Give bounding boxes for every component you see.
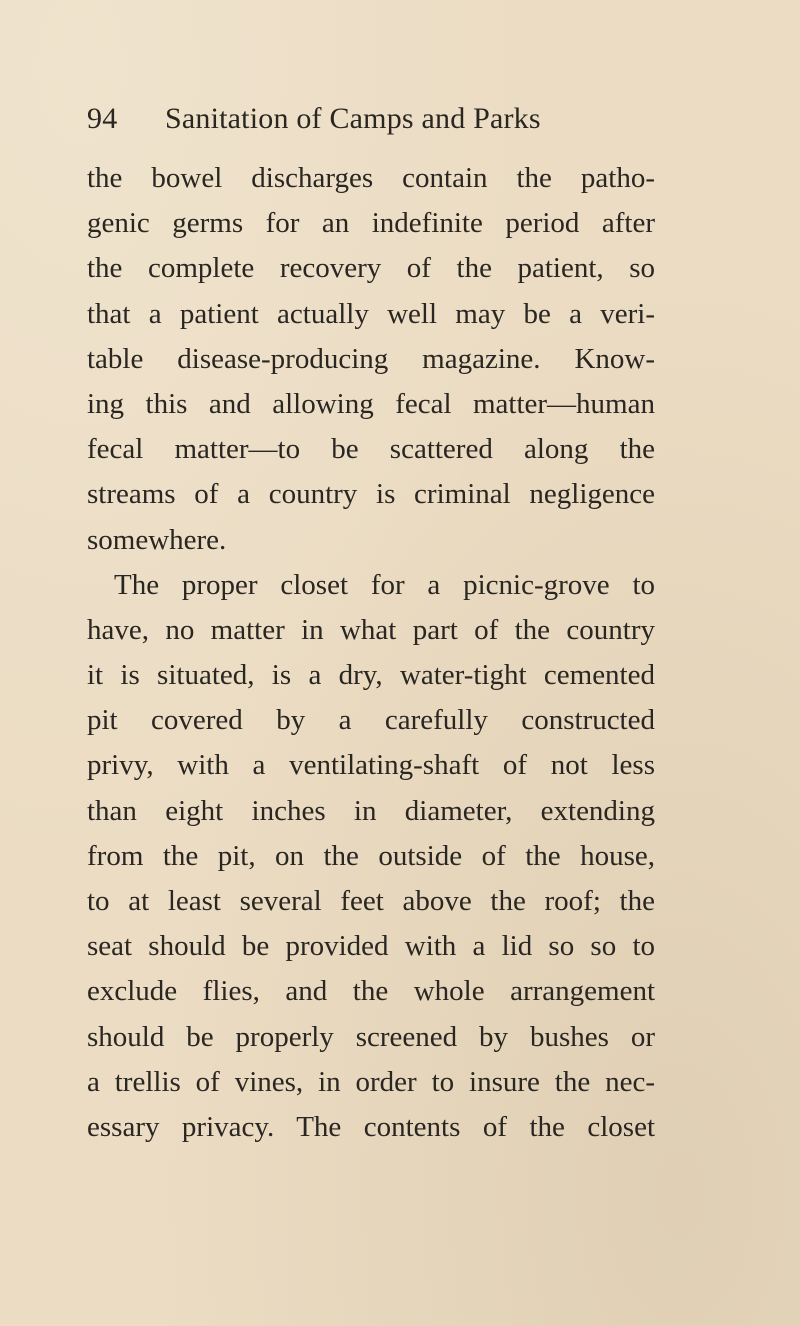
text-line: essary privacy. The contents of the closet [87, 1110, 655, 1143]
text-line: genic germs for an indefinite period after [87, 207, 655, 240]
text-line: seat should be provided with a lid so so to [87, 930, 655, 963]
running-title: Sanitation of Camps and Parks [165, 102, 541, 135]
text-line: privy, with a ventilating-shaft of not less [87, 749, 655, 782]
page-number: 94 [87, 102, 118, 135]
text-line: that a patient actually well may be a veri- [87, 297, 655, 330]
text-line: a trellis of vines, in order to insure the nec- [87, 1065, 655, 1098]
paragraph-start-line: The proper closet for a picnic-grove to [114, 568, 655, 601]
text-line: pit covered by a carefully constructed [87, 704, 655, 737]
text-line: to at least several feet above the roof; the [87, 885, 655, 917]
text-line: ing this and allowing fecal matter—human [87, 387, 655, 420]
text-line: exclude flies, and the whole arrangement [87, 975, 655, 1008]
text-line: it is situated, is a dry, water-tight cemented [87, 659, 655, 692]
text-line: than eight inches in diameter, extending [87, 794, 655, 827]
text-line: the complete recovery of the patient, so [87, 252, 655, 285]
text-line: have, no matter in what part of the country [87, 613, 655, 646]
running-head [87, 96, 647, 142]
text-line: table disease-producing magazine. Know- [87, 342, 655, 375]
text-line: should be properly screened by bushes or [87, 1020, 655, 1053]
body-text [87, 156, 655, 1150]
text-line: streams of a country is criminal negligence [87, 478, 655, 511]
text-line: fecal matter—to be scattered along the [87, 433, 655, 466]
text-line: the bowel discharges contain the patho- [87, 162, 655, 194]
text-line: from the pit, on the outside of the house, [87, 839, 655, 872]
paragraph-end-line: somewhere. [87, 523, 227, 556]
